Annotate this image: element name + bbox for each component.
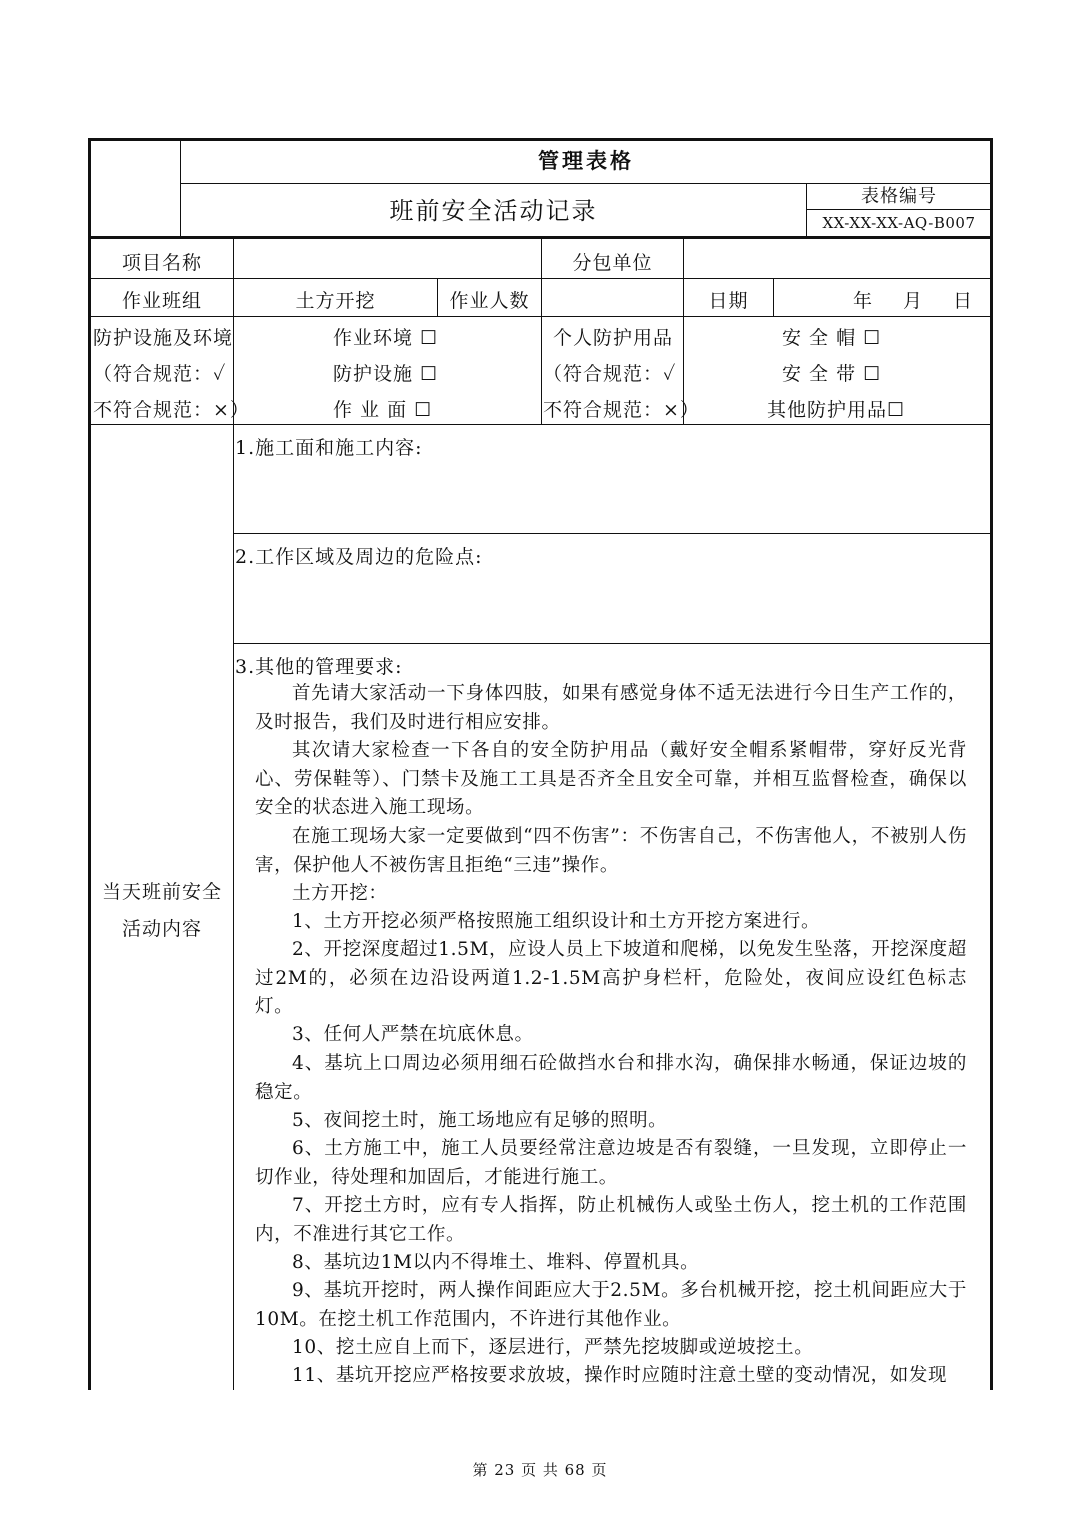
subcontractor-label: 分包单位 xyxy=(572,252,653,274)
paragraph-5: 1、土方开挖必须严格按照施工组织设计和土方开挖方案进行。 xyxy=(292,911,821,932)
checkbox-work-surface[interactable]: 作 业 面 ☐ xyxy=(333,399,433,421)
row3-bottom xyxy=(88,424,993,425)
paragraph-2: 其次请大家检查一下各自的安全防护用品（戴好安全帽系紧帽带，穿好反光背心、劳保鞋等）、门禁卡及施工工具是否齐全且安全可靠，并相互监督检查，确保以安全的状态进入施工现场。 xyxy=(255,740,967,818)
paragraph-14: 10、挖土应自上而下，逐层进行，严禁先挖坡脚或逆坡挖土。 xyxy=(292,1337,814,1358)
paragraph-3: 在施工现场大家一定要做到“四不伤害”：不伤害自己，不伤害他人，不被别人伤害，保护他人不被伤害且拒绝“三违”操作。 xyxy=(255,826,967,876)
table-right-border xyxy=(990,138,993,1390)
paragraph-6: 2、开挖深度超过1.5M，应设人员上下坡道和爬梯，以免发生坠落，开挖深度超过2M的，必须在边沿设两道1.2-1.5M高护身栏杆，危险处，夜间应设红色标志灯。 xyxy=(255,939,967,1017)
category-title: 管理表格 xyxy=(538,149,634,173)
project-name-label: 项目名称 xyxy=(121,252,202,274)
protection-right-label-1: 个人防护用品 xyxy=(553,327,674,349)
paragraph-10: 6、土方施工中，施工人员要经常注意边坡是否有裂缝，一旦发现，立即停止一切作业，待处理和加固后，才能进行施工。 xyxy=(255,1138,967,1188)
checkbox-other-ppe[interactable]: 其他防护用品☐ xyxy=(767,399,906,421)
checkbox-safety-helmet[interactable]: 安 全 帽 ☐ xyxy=(782,327,882,349)
date-month: 月 xyxy=(903,290,924,312)
date-day: 日 xyxy=(953,290,974,312)
header-mid-line xyxy=(181,183,991,184)
section2-title: 2.工作区域及周边的危险点: xyxy=(235,546,483,568)
form-number: XX-XX-XX-AQ-B007 xyxy=(822,214,976,232)
page-number: 第 23 页 共 68 页 xyxy=(472,1461,608,1479)
row1-divider-c xyxy=(683,238,684,278)
protection-left-label-1: 防护设施及环境 xyxy=(93,327,234,349)
checkbox-protective-facilities[interactable]: 防护设施 ☐ xyxy=(333,363,439,385)
paragraph-1: 首先请大家活动一下身体四肢，如果有感觉身体不适无法进行今日生产工作的，及时报告，我们及时进行相应安排。 xyxy=(255,683,967,733)
paragraph-15: 11、基坑开挖应严格按要求放坡，操作时应随时注意土壁的变动情况，如发现 xyxy=(292,1365,948,1386)
form-number-label: 表格编号 xyxy=(861,186,937,207)
paragraph-7: 3、任何人严禁在坑底休息。 xyxy=(292,1024,534,1045)
checkbox-work-environment[interactable]: 作业环境 ☐ xyxy=(333,327,439,349)
protection-left-label-3: 不符合规范：×） xyxy=(93,399,250,421)
checkbox-safety-belt[interactable]: 安 全 带 ☐ xyxy=(782,363,882,385)
paragraph-12: 8、基坑边1M以内不得堆土、堆料、停置机具。 xyxy=(292,1252,700,1273)
paragraph-9: 5、夜间挖土时，施工场地应有足够的照明。 xyxy=(292,1110,668,1131)
paragraph-13: 9、基坑开挖时，两人操作间距应大于2.5M。多台机械开挖，挖土机间距应大于10M。在挖土机工作范围内，不许进行其他作业。 xyxy=(255,1280,967,1330)
section3-title: 3.其他的管理要求: xyxy=(235,656,403,678)
team-label: 作业班组 xyxy=(121,290,202,312)
paragraph-11: 7、开挖土方时，应有专人指挥，防止机械伤人或坠土伤人，挖土机的工作范围内，不准进行其它工作。 xyxy=(255,1195,967,1245)
section1-title: 1.施工面和施工内容: xyxy=(235,437,423,459)
activity-label-line1: 当天班前安全 xyxy=(101,881,222,903)
date-label: 日期 xyxy=(708,290,749,312)
section1-bottom xyxy=(234,533,991,534)
row2-divider-c xyxy=(541,279,542,316)
date-year: 年 xyxy=(853,290,874,312)
form-title: 班前安全活动记录 xyxy=(389,197,598,225)
row3-divider-c xyxy=(541,317,542,424)
section2-bottom xyxy=(234,643,991,644)
header-number-line xyxy=(807,209,991,210)
table-top-border xyxy=(88,138,993,141)
workers-label: 作业人数 xyxy=(449,290,530,312)
paragraph-8: 4、基坑上口周边必须用细石砼做挡水台和排水沟，确保排水畅通，保证边坡的稳定。 xyxy=(255,1053,967,1103)
protection-left-label-2: （符合规范：✓ xyxy=(93,363,227,385)
team-value[interactable]: 土方开挖 xyxy=(295,290,376,312)
row2-divider-e xyxy=(773,279,774,316)
activity-label-line2: 活动内容 xyxy=(121,918,202,940)
protection-right-label-3: 不符合规范：×） xyxy=(543,399,700,421)
table-left-border xyxy=(88,138,91,1390)
protection-right-label-2: （符合规范：✓ xyxy=(543,363,677,385)
paragraph-4: 土方开挖： xyxy=(292,883,388,904)
